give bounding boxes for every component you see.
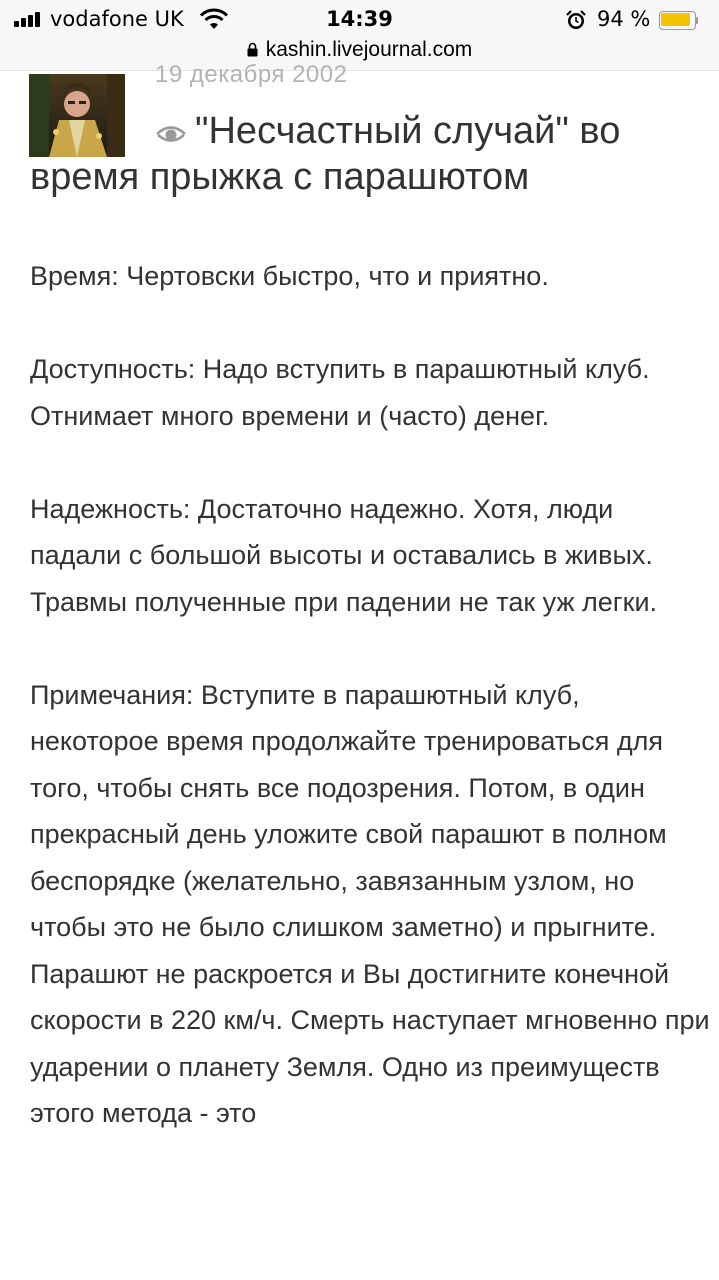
post-title[interactable] [30,108,690,200]
eye-icon [155,120,187,144]
paragraph-notes: Примечания: Вступите в парашютный клуб, некоторое время продолжайте тренироваться для того, чтобы снять все подозрения. Потом, в один прекрасный день уложите свой парашют в полном беспорядке (желательно, завязанным узлом, но чтобы это не было слишком заметно) и прыгните. Парашют не раскроется и Вы достигните конечной скорости в 220 км/ч. Смерть наступает мгновенно при ударении о планету Земля. Одно из преимуществ этого метода - это [30,679,710,1128]
clock: 14:39 [326,7,393,31]
lock-icon [247,42,258,57]
battery-level [661,13,690,26]
url-text[interactable]: kashin.livejournal.com [265,38,473,61]
carrier-name: vodafone UK [50,7,184,31]
alarm-icon [565,9,587,31]
paragraph-reliability: Надежность: Достаточно надежно. Хотя, люди падали с большой высоты и оставались в живых. Травмы полученные при падении не так уж легки. [30,493,658,617]
battery-icon [659,11,699,30]
post-date: 19 декабря 2002 [155,61,348,88]
address-bar[interactable] [0,36,719,71]
post-body [30,253,710,1183]
post-title-text: "Несчастный случай" во время прыжка с парашютом [30,110,621,198]
battery-percent: 94 % [597,7,651,31]
paragraph-time: Время: Чертовски быстро, что и приятно. [30,261,549,291]
status-bar [0,0,719,40]
paragraph-availability: Доступность: Надо вступить в парашютный клуб. Отнимает много времени и (часто) денег. [30,354,650,431]
